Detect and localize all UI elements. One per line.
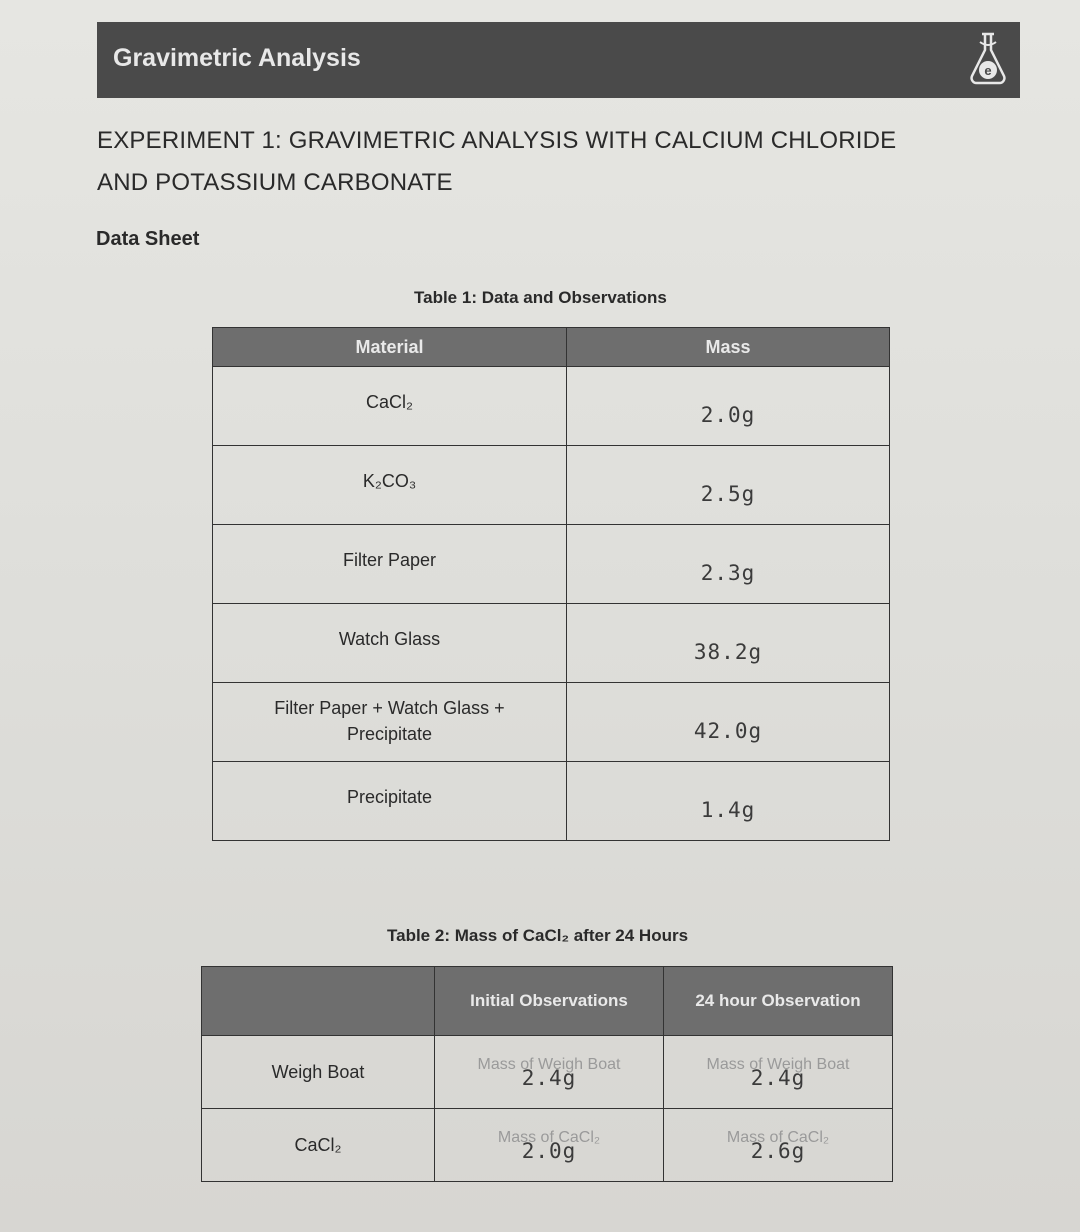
- table-row: [213, 525, 890, 604]
- table-row: [202, 1109, 893, 1182]
- column-header: [202, 967, 435, 1036]
- svg-text:e: e: [984, 63, 992, 78]
- section-heading: Data Sheet: [96, 228, 200, 250]
- table2-caption: Table 2: Mass of CaCl₂ after 24 Hours: [387, 926, 689, 945]
- material-cell: K₂CO₃: [213, 446, 567, 525]
- experiment-title: EXPERIMENT 1: GRAVIMETRIC ANALYSIS WITH CALCIUM CHLORIDE AND POTASSIUM CARBONATE: [97, 127, 897, 196]
- mass-cell: 38.2g: [567, 604, 890, 683]
- material-cell: Filter Paper: [213, 525, 567, 604]
- after-24h-observation-cell: Mass of Weigh Boat 2.4g: [664, 1036, 893, 1109]
- cacl2-mass-table: [201, 966, 893, 1182]
- initial-observation-cell: Mass of CaCl₂ 2.0g: [435, 1109, 664, 1182]
- mass-cell: 42.0g: [567, 683, 890, 762]
- table-row: [213, 446, 890, 525]
- data-observations-table: [212, 327, 890, 841]
- column-header: 24 hour Observation: [664, 967, 893, 1036]
- column-header: Mass: [567, 328, 890, 367]
- material-cell: Filter Paper + Watch Glass + Precipitate: [213, 683, 567, 762]
- table-row: [213, 683, 890, 762]
- material-cell: Watch Glass: [213, 604, 567, 683]
- mass-cell: 2.0g: [567, 367, 890, 446]
- table-header-row: [202, 967, 893, 1036]
- mass-cell: 1.4g: [567, 762, 890, 841]
- row-label: CaCl₂: [202, 1109, 435, 1182]
- table-row: [202, 1036, 893, 1109]
- column-header: Material: [213, 328, 567, 367]
- material-cell: CaCl₂: [213, 367, 567, 446]
- table-header-row: [213, 328, 890, 367]
- row-label: Weigh Boat: [202, 1036, 435, 1109]
- initial-observation-cell: Mass of Weigh Boat 2.4g: [435, 1036, 664, 1109]
- column-header: Initial Observations: [435, 967, 664, 1036]
- material-cell: Precipitate: [213, 762, 567, 841]
- table-row: [213, 604, 890, 683]
- after-24h-observation-cell: Mass of CaCl₂ 2.6g: [664, 1109, 893, 1182]
- table1-caption: Table 1: Data and Observations: [414, 288, 667, 307]
- mass-cell: 2.3g: [567, 525, 890, 604]
- table-row: [213, 762, 890, 841]
- flask-icon: [964, 28, 1012, 90]
- header-banner: [97, 22, 1020, 98]
- mass-cell: 2.5g: [567, 446, 890, 525]
- table-row: [213, 367, 890, 446]
- page-title: Gravimetric Analysis: [113, 44, 361, 72]
